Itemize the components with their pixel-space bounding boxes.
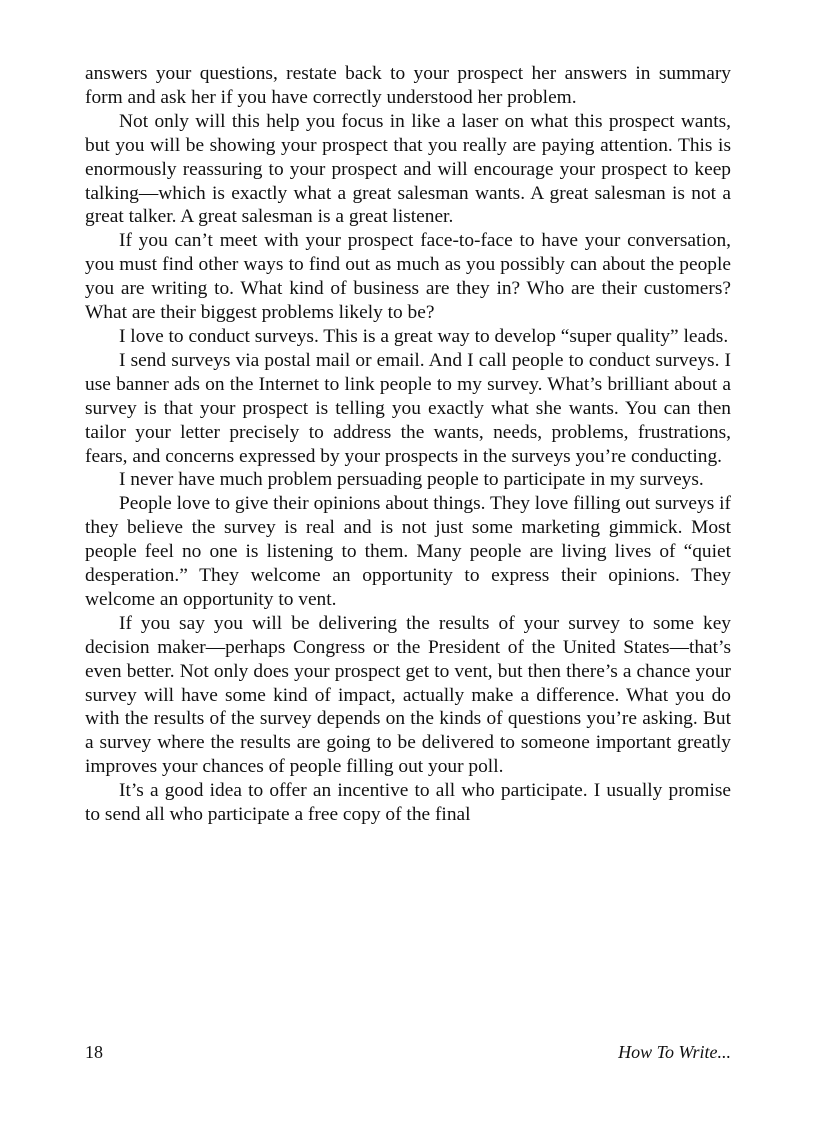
paragraph: People love to give their opinions about things. They love filling out surveys if they believe the survey is real and is not just some marketing gimmick. Most people feel no one is listening to them. Many people are living lives of “quiet desperation.” They welcome an opportunity to express their opinions. They welcome an opportunity to vent. bbox=[85, 493, 731, 610]
paragraph: It’s a good idea to offer an incentive to all who participate. I usually promise to send all who participate a free copy of the final bbox=[85, 780, 731, 826]
paragraph: I send surveys via postal mail or email. And I call people to conduct surveys. I use banner ads on the Internet to link people to my survey. What’s brilliant about a survey is that your prospect is telling you exactly what she wants. You can then tailor your letter precisely to address the wants, needs, problems, frustrations, fears, and concerns expressed by your prospects in the surveys you’re conducting. bbox=[85, 349, 731, 467]
paragraph: Not only will this help you focus in like a laser on what this prospect wants, but you will be showing your prospect that you really are paying attention. This is enormously reassuring to your prospect and will encourage your prospect to keep talking—which is exactly what a great salesman wants. A great salesman is not a great talker. A great salesman is a great listener. bbox=[85, 110, 731, 228]
paragraph: If you can’t meet with your prospect face-to-face to have your conversation, you must find other ways to find out as much as you possibly can about the people you are writing to. What kind of business are they in? Who are their customers? What are their biggest problems likely to be? bbox=[85, 230, 731, 324]
page-footer bbox=[85, 1040, 731, 1064]
paragraph: If you say you will be delivering the results of your survey to some key decision maker—perhaps Congress or the President of the United States—that’s even better. Not only does your prospect get to vent, but then there’s a chance your survey will have some kind of impact, actually make a difference. What you do with the results of the survey depends on the kinds of questions you’re asking. But a survey where the results are going to be delivered to someone important greatly improves your chances of people filling out your poll. bbox=[85, 612, 731, 778]
paragraph: I never have much problem persuading people to participate in my surveys. bbox=[119, 469, 704, 491]
page-number: 18 bbox=[85, 1042, 103, 1062]
paragraph: I love to conduct surveys. This is a great way to develop “super quality” leads. bbox=[119, 325, 729, 347]
paragraph-continued: answers your questions, restate back to your prospect her answers in summary form and ask her if you have correctly understood her problem. bbox=[85, 63, 731, 108]
running-title: How To Write... bbox=[618, 1042, 731, 1062]
body-text bbox=[85, 62, 731, 827]
